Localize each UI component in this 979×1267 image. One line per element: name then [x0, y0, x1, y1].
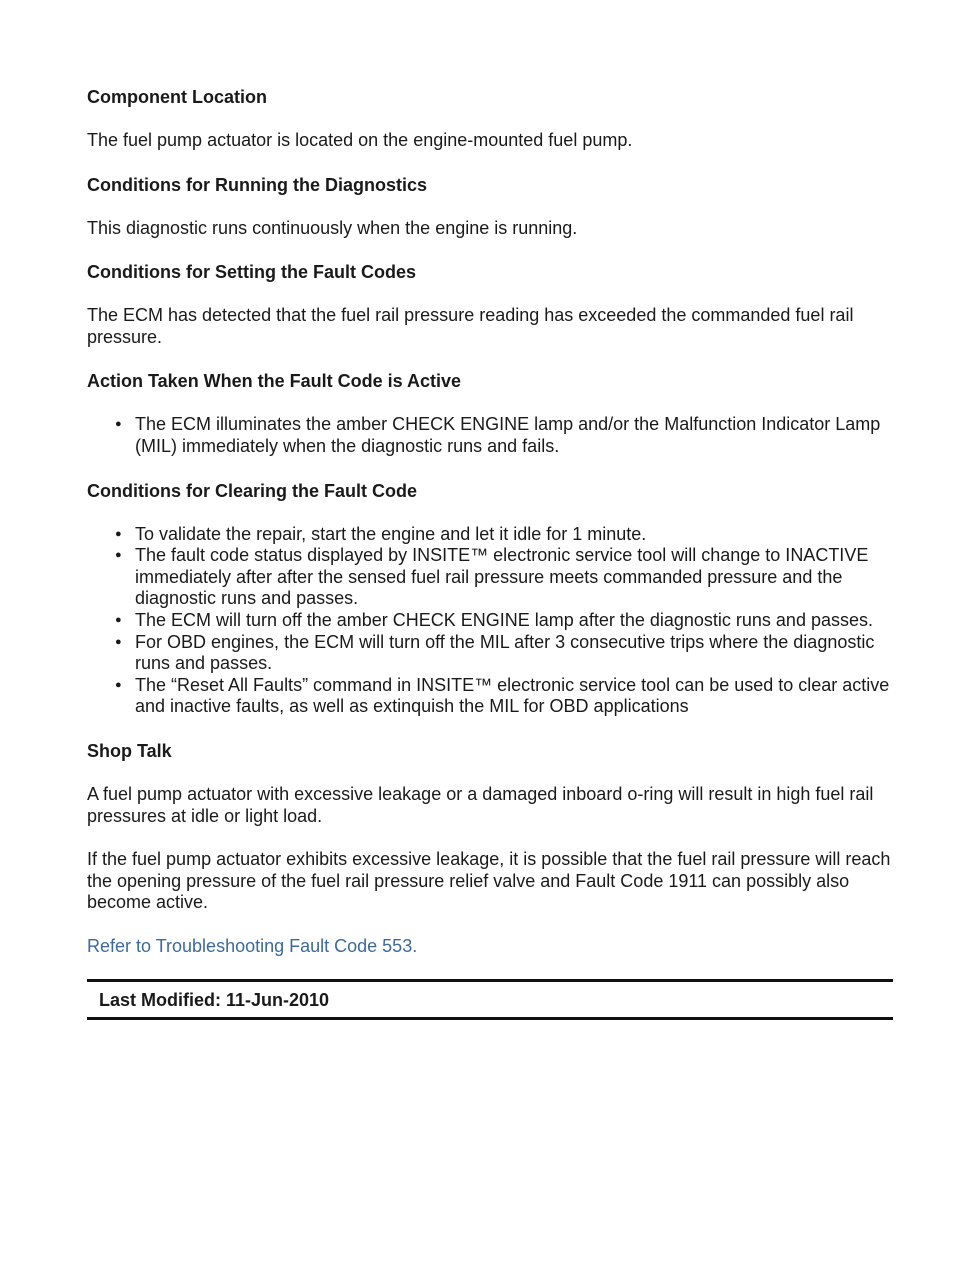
- running-diagnostics-text: This diagnostic runs continuously when the engine is running.: [87, 217, 578, 238]
- action-taken-list: [87, 414, 893, 457]
- component-location-heading: Component Location: [87, 87, 267, 107]
- list-item: ● The fault code status displayed by INSITE™ electronic service tool will change to INACTIVE immediately after after the sensed fuel rail pressure meets commanded pressure and the diagnostic runs and passes.: [135, 545, 893, 610]
- last-modified-text: Last Modified: 11-Jun-2010: [99, 990, 330, 1011]
- shop-talk-paragraph: If the fuel pump actuator exhibits excessive leakage, it is possible that the fuel rail pressure will reach the opening pressure of the fuel rail pressure relief valve and Fault Code 1911 can possibly also become active.: [87, 849, 891, 913]
- running-diagnostics-heading: Conditions for Running the Diagnostics: [87, 174, 427, 195]
- list-item: ● The ECM illuminates the amber CHECK ENGINE lamp and/or the Malfunction Indicator Lamp (MIL) immediately when the diagnostic runs and fails.: [135, 414, 893, 457]
- list-item: ● For OBD engines, the ECM will turn off the MIL after 3 consecutive trips where the diagnostic runs and passes.: [135, 632, 893, 675]
- shop-talk-paragraph: A fuel pump actuator with excessive leakage or a damaged inboard o-ring will result in high fuel rail pressures at idle or light load.: [87, 783, 874, 826]
- list-item: ● To validate the repair, start the engine and let it idle for 1 minute.: [135, 524, 893, 546]
- component-location-text: The fuel pump actuator is located on the engine-mounted fuel pump.: [87, 130, 633, 150]
- last-modified-bar: [87, 979, 893, 1020]
- clearing-code-list: [87, 524, 893, 718]
- document-page: [87, 86, 893, 1020]
- setting-codes-text: The ECM has detected that the fuel rail pressure reading has exceeded the commanded fuel rail pressure.: [87, 305, 854, 347]
- action-taken-heading: Action Taken When the Fault Code is Active: [87, 371, 462, 392]
- shop-talk-heading: Shop Talk: [87, 740, 172, 761]
- troubleshooting-link[interactable]: Refer to Troubleshooting Fault Code 553.: [87, 935, 418, 956]
- list-item: ● The “Reset All Faults” command in INSITE™ electronic service tool can be used to clear active and inactive faults, as well as extinquish the MIL for OBD applications: [135, 675, 893, 718]
- setting-codes-heading: Conditions for Setting the Fault Codes: [87, 262, 416, 283]
- list-item: ● The ECM will turn off the amber CHECK ENGINE lamp after the diagnostic runs and passes.: [135, 610, 893, 632]
- clearing-code-heading: Conditions for Clearing the Fault Code: [87, 480, 417, 501]
